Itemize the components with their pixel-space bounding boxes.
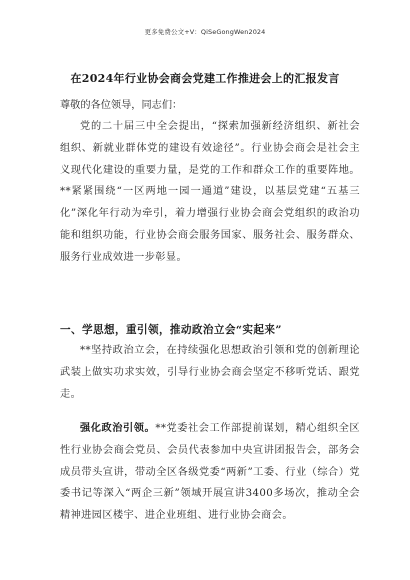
intro-paragraph-text: 党的二十届三中全会提出，“探索加强新经济组织、新社会组织、新就业群体党的建设有效途径”。行业协会商会是社会主义现代化建设的重要力量，是党的工作和群众工作的重要阵地。**紧紧围绕“一区两地一园一通道”建设，以基层党建“五基三化”深化年行动为牵引，着力增强行业协会商会党组织的政治功能和组织功能，行业协会商会服务国家、服务社会、服务群众、服务行业成效进一步彰显。 [60, 121, 360, 263]
salutation: 尊敬的各位领导，同志们： [60, 100, 183, 111]
section-paragraph-text: **坚持政治立会，在持续强化思想政治引领和党的创新理论武装上做实功求实效，引导行业协会商会坚定不移听党话、跟党走。 [60, 345, 360, 400]
document-title: 在2024年行业协会商会党建工作推进会上的汇报发言 [70, 72, 340, 85]
section-paragraph [60, 418, 360, 527]
intro-paragraph [60, 116, 360, 269]
section-paragraph [60, 340, 360, 405]
header-note: 更多免费公文+V：QiSeGongWen2024 [144, 28, 266, 36]
section-heading: 一、学思想，重引领，推动政治立会“实起来” [60, 324, 282, 336]
paragraph-lead: 强化政治引领。 [80, 422, 156, 434]
section-paragraph-text: **党委社会工作部提前谋划，精心组织全区性行业协会商会党员、会员代表参加中央宣讲团报告会，部务会成员带头宣讲，带动全区各级党委“两新”工委、行业（综合）党委书记等深入“两企三新”领域开展宣讲3400多场次，推动全会精神进园区楼宇、进企业班组、进行业协会商会。 [60, 423, 360, 522]
